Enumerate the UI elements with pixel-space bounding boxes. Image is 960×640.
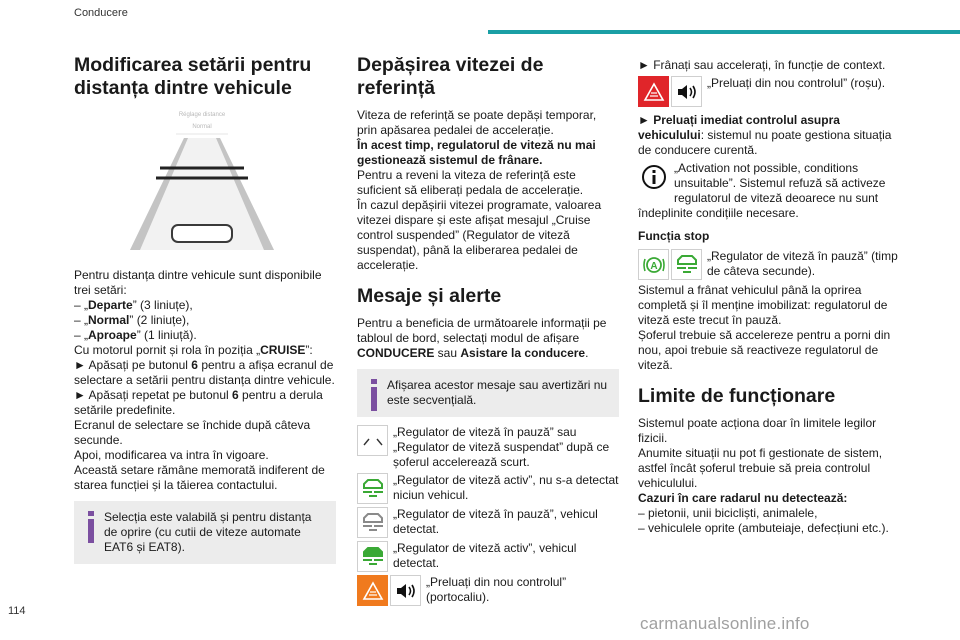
paragraph: Șoferul trebuie să accelereze pentru a porni din nou, apoi trebuie să reactiveze regulatorul de viteză.	[638, 328, 891, 372]
info-circle-icon	[638, 161, 669, 192]
section-title-overspeed: Depășirea vitezei de referință	[357, 54, 544, 99]
paragraph: Pentru a beneficia de următoarele informații pe tabloul de bord, selectați modul de afișare CONDUCERE sau Asistare la conducere.	[357, 316, 607, 360]
step: ► Frânați sau accelerați, în funcție de context.	[638, 58, 886, 72]
message-row	[357, 507, 619, 538]
message-text: „Regulator de viteză în pauză” sau „Regulator de viteză suspendat” după ce șoferul accelerează scurt.	[393, 425, 610, 469]
cruise-paused-icon	[357, 425, 388, 456]
running-header: Conducere	[74, 7, 128, 19]
paragraph: Această setare rămâne memorată indiferent de starea funcției și la tăierea contactului.	[74, 463, 325, 492]
message-text: „Preluați din nou controlul” (roșu).	[707, 76, 886, 90]
step: ► Apăsați repetat pe butonul 6 pentru a derula setările predefinite.	[74, 388, 323, 417]
list-item: – „Departe” (3 liniuțe),	[74, 298, 193, 312]
paragraph: Sistemul a frânat vehiculul până la oprirea completă și îl menține imobilizat: regulatorul de viteză este trecut în pauză.	[638, 283, 888, 327]
page-number: 114	[8, 605, 26, 617]
info-icon	[369, 379, 379, 411]
take-control-red-icon	[638, 76, 669, 107]
message-row	[357, 473, 619, 504]
sound-alert-icon	[671, 76, 702, 107]
figure-label-top: Réglage distance	[178, 112, 226, 118]
column-middle	[357, 54, 619, 609]
take-control-orange-icon	[357, 575, 388, 606]
subtitle-stop-function: Funcția stop	[638, 229, 710, 243]
header-accent-bar	[488, 30, 960, 34]
section-title-distance: Modificarea setării pentru distanța dintre vehicule	[74, 54, 312, 99]
paragraph: În cazul depășirii vitezei programate, valoarea vitezei dispare și este afișat mesajul „Cruise control suspended” (Regulator de viteză suspendat), până la eliberarea pedalei de accelerație.	[357, 198, 602, 272]
step: ► Apăsați pe butonul 6 pentru a afișa ecranul de selectare a setării pentru distanța dintre vehicule.	[74, 358, 335, 387]
step: ► Preluați imediat controlul asupra vehiculului: sistemul nu poate gestiona situația de conducere curentă.	[638, 113, 892, 157]
cruise-active-green-icon	[357, 473, 388, 504]
section-title-messages: Mesaje și alerte	[357, 285, 502, 307]
message-text: „Preluați din nou controlul” (portocaliu).	[426, 575, 567, 604]
message-row	[638, 76, 906, 107]
message-text: „Regulator de viteză în pauză”, vehicul detectat.	[393, 507, 598, 536]
paragraph: Anumite situații nu pot fi gestionate de sistem, astfel încât șoferul trebuie să preia controlul vehiculului.	[638, 446, 883, 490]
list-item: – vehiculele oprite (ambuteiaje, defecțiuni etc.).	[638, 521, 889, 535]
paragraph: Ecranul de selectare se închide după câteva secunde.	[74, 418, 311, 447]
column-right	[638, 58, 906, 536]
list-item: – „Normal” (2 liniuțe),	[74, 313, 190, 327]
paragraph: Viteza de referință se poate depăși temporar, prin apăsarea pedalei de accelerație.	[357, 108, 597, 137]
message-row	[638, 161, 906, 221]
sound-alert-icon	[390, 575, 421, 606]
list-item: – pietonii, unii bicicliști, animalele,	[638, 506, 818, 520]
watermark: carmanualsonline.info	[640, 614, 810, 633]
list-item: – „Aproape” (1 liniuță).	[74, 328, 197, 342]
info-text: Selecția este valabilă și pentru distanța de oprire (cu cutii de viteze automate EAT6 și EAT8).	[104, 510, 312, 554]
auto-hold-icon	[638, 249, 669, 280]
paragraph: Pentru distanța dintre vehicule sunt disponibile trei setări:	[74, 268, 322, 297]
paragraph: Sistemul poate acționa doar în limitele legilor fizicii.	[638, 416, 877, 445]
info-icon	[86, 511, 96, 543]
cruise-paused-vehicle-icon	[357, 507, 388, 538]
section-title-limits: Limite de funcționare	[638, 385, 836, 407]
cruise-paused-green-icon	[671, 249, 702, 280]
message-row	[357, 541, 619, 572]
column-left	[74, 54, 336, 572]
paragraph: Pentru a reveni la viteza de referință este suficient să eliberați pedala de accelerație.	[357, 168, 584, 197]
message-text: „Regulator de viteză activ”, vehicul detectat.	[393, 541, 577, 570]
own-vehicle-shape	[172, 225, 232, 242]
paragraph-bold: În acest timp, regulatorul de viteză nu mai gestionează sistemul de frânare.	[357, 138, 596, 167]
paragraph: Apoi, modificarea va intra în vigoare.	[74, 448, 269, 462]
info-note	[357, 369, 619, 417]
message-row	[638, 249, 906, 280]
cruise-active-vehicle-icon	[357, 541, 388, 572]
message-row	[357, 425, 619, 470]
message-text: „Regulator de viteză în pauză” (timp de câteva secunde).	[707, 249, 898, 278]
info-text: Afișarea acestor mesaje sau avertizări nu este secvențială.	[387, 378, 608, 407]
info-note	[74, 501, 336, 564]
figure-label-middle: Normal	[192, 124, 212, 130]
paragraph-bold: Cazuri în care radarul nu detectează:	[638, 491, 848, 505]
message-row	[357, 575, 619, 606]
message-text: „Regulator de viteză activ”, nu s-a detectat niciun vehicul.	[393, 473, 619, 502]
paragraph: Cu motorul pornit și rola în poziția „CRUISE”:	[74, 343, 313, 357]
distance-setting-figure	[126, 108, 278, 256]
svg-text:A: A	[649, 260, 658, 272]
message-text: „Activation not possible, conditions unsuitable”. Sistemul refuză să activeze regulatorul de viteză deoarece nu sunt îndeplinite condițiile necesare.	[638, 161, 886, 220]
